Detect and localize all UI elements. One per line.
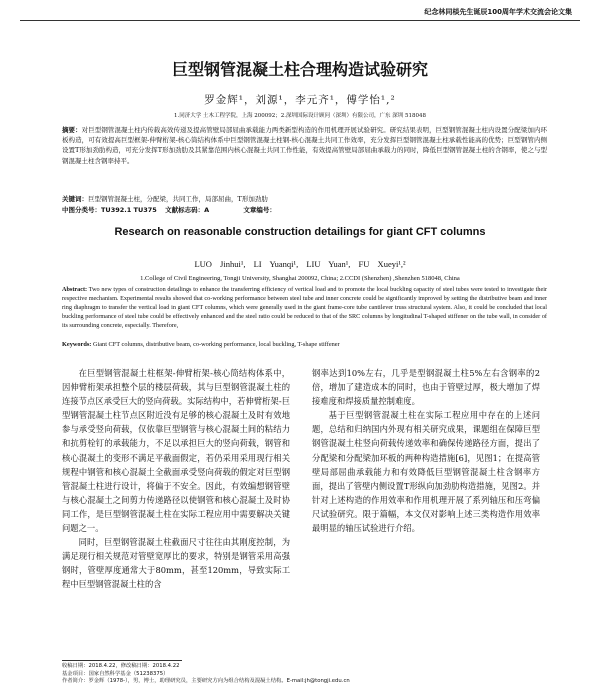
header-rule: [20, 20, 580, 21]
footnote-funding: 基金项目：国家自然科学基金（51238375）: [62, 670, 169, 677]
affiliation-cn: 1.同济大学 土木工程学院，上海 200092；2.深圳国际设计顾问（深圳）有限公司，广东 深圳 518048: [174, 113, 426, 119]
keywords-en: [62, 341, 547, 348]
keywords-cn-text: 巨型钢管混凝土柱，分配梁，共同工作，局部屈曲，T形加劲肋: [88, 195, 268, 203]
footnote: [62, 663, 552, 686]
abstract-en-label: Abstract:: [62, 286, 88, 293]
authors-en: LUO Jinhui¹, LI Yuanqi¹, LIU Yuan¹, FU Xueyi¹,²: [194, 259, 406, 269]
clc-number: 中图分类号：TU392.1 TU375: [62, 206, 157, 214]
affiliation-en: 1.College of Civil Engineering, Tongji University, Shanghai 200092, China; 2.CCDI (Shenzhen) ,Shenzhen 518048, China: [140, 275, 460, 282]
keywords-cn-label: 关键词：: [62, 195, 88, 203]
body-paragraph: 基于巨型钢管混凝土柱在实际工程应用中存在的上述问题，总结和归纳国内外现有相关研究成果，课题组在保障巨型钢管混凝土柱竖向荷载传递效率和确保传递路径方面，提出了分配梁和分配梁加环板的两种构造措施[6]，见图1；在提高管壁局部屈曲承载能力和有效降低巨型钢管混凝土柱含钢率方面，提出了管壁内侧设置T形纵向加劲肋构造措施，见图2。并针对上述构造的作用效率和作用机理开展了系列轴压和压弯偏尺试验研究。限于篇幅，本文仅对影响上述三类构造作用效率最明显的轴压试验进行介绍。: [312, 410, 540, 534]
running-header: 纪念林同棪先生诞辰100周年学术交流会论文集: [424, 8, 572, 16]
abstract-cn-text: 对巨型钢管混凝土柱内传载高效传递及提高管壁局部屈曲承载能力两类新型构造的作用机理开展试验研究。研究结果表明，巨型钢管混凝土柱内设置分配梁加内环板构造，可有效提高巨型框架-伸臂桁架-核心筒结构体系中巨型钢管混凝土柱钢-核心混凝土共同工作效率，充分发挥巨型钢管混凝土柱承载性能高的优势；巨型钢管内侧设置T形加劲肋构造，可充分发挥T形加劲肋及其紧靠范围内核心混凝土共同工作性能，有效提高管壁局部屈曲承载力的同时，降低巨型钢管混凝土柱的含钢率，使之与型钢混凝土柱含钢率持平。: [62, 126, 548, 165]
footnote-rule: [62, 660, 182, 661]
abstract-en-text: Two new types of construction detailings to enhance the transferring efficiency of vertical load and to promote the local buckling capacity of steel tubes were tested to investigate their respective mechanism. Experimental results showed that co-working performance between steel tube and inner concrete could be significantly improved by setting the distributive beam and inner ring diaphragm to transfer the vertical load in giant CFT columns, which were generally used in the giant frame-core tube cantilever truss structural system. Also, it could be concluded that local buckling performance of steel tube could be effectively enhanced and the steel ratio could be reduced to that of the SRC columns by longitudinal T-shaped stiffener on the tube wall, in consider of its surrounding concrete, especially. Therefore,: [62, 286, 547, 330]
footnote-author: 作者简介：罗金辉（1978-），男，博士，助理研究员，主要研究方向为组合结构及混凝土结构。E-mail:jh@tongji.edu.cn: [62, 678, 350, 685]
keywords-en-text: Giant CFT columns, distributive beam, co-working performance, local buckling, T-shape stiffener: [92, 341, 340, 348]
body-column-right: [312, 366, 540, 535]
footnote-received: 收稿日期：2018.4.22，修改稿日期：2018.4.22: [62, 663, 180, 669]
abstract-cn-label: 摘要：: [62, 126, 82, 134]
body-paragraph: 在巨型钢管混凝土柱框架-伸臂桁架-核心筒结构体系中，因伸臂桁架承担整个层的楼层荷载，其与巨型钢管混凝土柱的连接节点区承受巨大的竖向荷载。实际结构中，若伸臂桁架-巨型钢管混凝土柱节点区附近没有足够的核心混凝土及时有效地参与承受竖向荷载，仅依靠巨型钢管与核心混凝土间的粘结力和抗剪栓钉的承载能力，不足以承担巨大的竖向荷载，钢管和核心混凝土的变形不满足平截面假定，若仍采用采用现行相关规程中钢管和核心混凝土全截面承受竖向荷载的假定对巨型钢管混凝土柱进行设计，将偏于不安全。因此，有效编想钢管壁与核心混凝土之间剪力传递路径以使钢管和核心混凝土及时协同工作，是巨型钢管混凝土柱在实际工程应用中需要解决关键问题之一。: [62, 368, 290, 534]
title-cn: 巨型钢管混凝土柱合理构造试验研究: [171, 60, 428, 79]
abstract-en: [62, 285, 547, 330]
title-en: Research on reasonable construction detailings for giant CFT columns: [114, 226, 486, 238]
abstract-cn: [62, 125, 547, 166]
authors-cn: 罗金辉¹，刘源¹，李元齐¹，傅学怡¹,²: [204, 94, 396, 106]
body-column-left: [62, 366, 290, 592]
body-paragraph: 钢率达到10%左右，几乎是型钢混凝土柱5%左右含钢率的2倍，增加了建造成本的同时，也由于管壁过厚，极大增加了焊接难度和焊接质量控制难度。: [312, 368, 540, 407]
document-code: 文献标志码：A: [165, 206, 210, 214]
keywords-en-label: Keywords:: [62, 341, 92, 348]
keywords-cn: [62, 194, 547, 203]
body-paragraph: 同时，巨型钢管混凝土柱截面尺寸往往由其刚度控制，为满足现行相关规范对管壁宽厚比的要求，特别是钢管采用高强钢时，管壁厚度通常大于80mm，甚至120mm，导致实际工程中巨型钢管混凝土柱的含: [62, 537, 290, 590]
article-number: 文章编号：: [243, 206, 276, 214]
classification-line: [62, 205, 547, 214]
